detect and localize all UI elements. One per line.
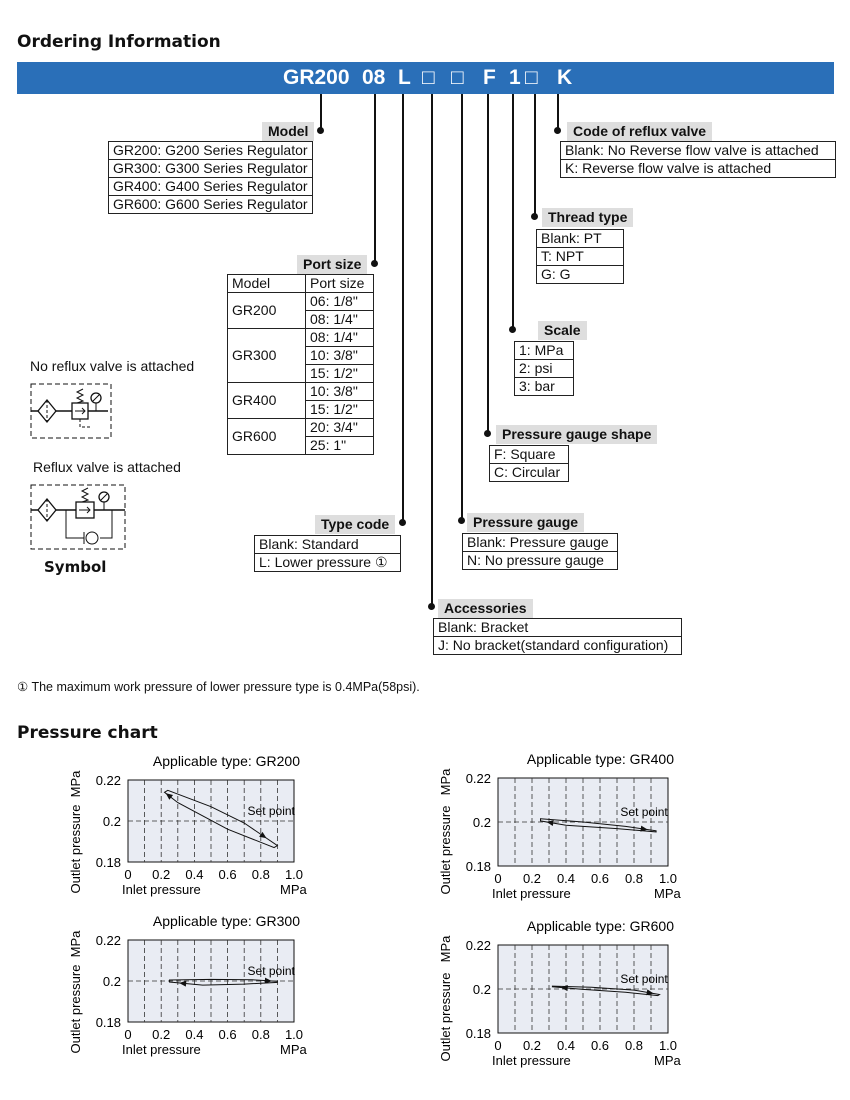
x-tick-label: 0.6: [218, 1027, 237, 1042]
x-tick-label: 0.2: [522, 871, 542, 886]
gauge-table: [462, 533, 618, 570]
x-tick-label: 0.2: [522, 1038, 542, 1053]
x-tick-label: 0.2: [152, 867, 171, 882]
code-part: □: [422, 66, 435, 89]
x-tick-label: 0.8: [251, 1027, 270, 1042]
port-size: 08: 1/4": [306, 311, 374, 329]
y-axis-unit: MPa: [438, 768, 453, 796]
x-axis-label: Inlet pressure: [122, 882, 201, 897]
x-tick-label: 1.0: [658, 871, 678, 886]
port-size-dot: [371, 260, 378, 267]
x-axis-label: Inlet pressure: [122, 1042, 201, 1057]
set-point-annotation: Set point: [620, 805, 668, 819]
thread-table: [536, 229, 624, 284]
code-part: 1: [509, 66, 521, 89]
model-label: Model: [262, 122, 314, 141]
y-tick-label: 0.2: [472, 815, 491, 830]
thread-row: G: G: [537, 266, 624, 284]
x-tick-label: 0.6: [218, 867, 237, 882]
x-tick-label: 1.0: [284, 867, 304, 882]
x-axis-unit: MPa: [280, 882, 307, 897]
x-tick-label: 1.0: [658, 1038, 678, 1053]
x-tick-label: 0.4: [185, 867, 204, 882]
port-size: 06: 1/8": [306, 293, 374, 311]
scale-row: 2: psi: [515, 360, 574, 378]
y-tick-label: 0.18: [95, 1015, 121, 1030]
y-axis-label: Outlet pressure: [68, 804, 83, 894]
port-model: GR600: [228, 419, 306, 455]
y-axis-unit: MPa: [68, 930, 83, 958]
y-axis-label: Outlet pressure: [438, 972, 453, 1062]
port-size: 10: 3/8": [306, 383, 374, 401]
gauge-label: Pressure gauge: [467, 513, 584, 532]
reflux-table: [560, 141, 836, 178]
port-header-size: Port size: [306, 275, 374, 293]
thread-label: Thread type: [542, 208, 633, 227]
x-tick-label: 0: [494, 871, 502, 886]
type-code-row: Blank: Standard: [255, 536, 401, 554]
y-tick-label: 0.18: [465, 1026, 491, 1041]
gauge-dot: [458, 517, 465, 524]
model-row: GR600: G600 Series Regulator: [109, 196, 313, 214]
model-row: GR400: G400 Series Regulator: [109, 178, 313, 196]
x-tick-label: 0.6: [590, 1038, 610, 1053]
scale-label: Scale: [538, 321, 587, 340]
type-code-dot: [399, 519, 406, 526]
scale-table: [514, 341, 574, 396]
chart-title: Applicable type: GR200: [152, 753, 300, 769]
chart-title: Applicable type: GR400: [526, 751, 674, 767]
x-tick-label: 1.0: [284, 1027, 304, 1042]
y-tick-label: 0.18: [465, 859, 491, 874]
model-table: [108, 141, 313, 214]
gauge-row: N: No pressure gauge: [463, 552, 618, 570]
y-axis-label: Outlet pressure: [68, 964, 83, 1054]
x-tick-label: 0.4: [556, 1038, 576, 1053]
y-tick-label: 0.2: [102, 974, 121, 989]
y-tick-label: 0.22: [465, 938, 491, 953]
port-header-model: Model: [228, 275, 306, 293]
reflux-row: Blank: No Reverse flow valve is attached: [561, 142, 836, 160]
accessories-row: J: No bracket(standard configuration): [434, 637, 682, 655]
code-part: 08: [362, 66, 386, 89]
ordering-heading: Ordering Information: [17, 32, 221, 52]
thread-row: Blank: PT: [537, 230, 624, 248]
x-axis-unit: MPa: [654, 1053, 681, 1068]
pressure-chart-heading: Pressure chart: [17, 723, 158, 743]
y-axis-unit: MPa: [68, 770, 83, 798]
x-tick-label: 0.6: [590, 871, 610, 886]
regulator-reflux-symbol-icon: [28, 482, 128, 554]
code-part: K: [557, 66, 573, 89]
thread-row: T: NPT: [537, 248, 624, 266]
set-point-annotation: Set point: [247, 964, 295, 978]
port-size: 15: 1/2": [306, 401, 374, 419]
code-part: GR200: [283, 66, 350, 89]
x-axis-label: Inlet pressure: [492, 886, 571, 901]
type-code-row: L: Lower pressure ①: [255, 554, 401, 572]
port-size: 10: 3/8": [306, 347, 374, 365]
gauge-shape-label: Pressure gauge shape: [496, 425, 657, 444]
code-part: F: [483, 66, 496, 89]
x-axis-unit: MPa: [654, 886, 681, 901]
code-part: L: [398, 66, 411, 89]
accessories-label: Accessories: [438, 599, 533, 618]
port-size-label: Port size: [297, 255, 367, 274]
y-tick-label: 0.22: [95, 773, 121, 788]
chart-gr400: [430, 748, 770, 908]
x-tick-label: 0.2: [152, 1027, 171, 1042]
gauge-row: Blank: Pressure gauge: [463, 534, 618, 552]
model-dot: [317, 127, 324, 134]
x-axis-label: Inlet pressure: [492, 1053, 571, 1068]
x-tick-label: 0.8: [624, 1038, 644, 1053]
x-tick-label: 0.4: [185, 1027, 204, 1042]
chart-gr200: [60, 752, 400, 902]
reflux-label: Code of reflux valve: [567, 122, 712, 141]
code-banner: [17, 62, 834, 94]
scale-row: 3: bar: [515, 378, 574, 396]
thread-dot: [531, 213, 538, 220]
y-axis-unit: MPa: [438, 935, 453, 963]
gauge-shape-dot: [484, 430, 491, 437]
type-code-label: Type code: [315, 515, 395, 534]
x-tick-label: 0.4: [556, 871, 576, 886]
model-row: GR300: G300 Series Regulator: [109, 160, 313, 178]
no-reflux-caption: No reflux valve is attached: [30, 358, 195, 374]
reflux-caption: Reflux valve is attached: [33, 459, 181, 475]
port-model: GR300: [228, 329, 306, 383]
footnote: ① The maximum work pressure of lower pressure type is 0.4MPa(58psi).: [17, 680, 420, 694]
reflux-dot: [554, 127, 561, 134]
x-tick-label: 0.8: [624, 871, 644, 886]
code-part: □: [525, 66, 538, 89]
x-tick-label: 0.8: [251, 867, 270, 882]
scale-dot: [509, 326, 516, 333]
port-size: 20: 3/4": [306, 419, 374, 437]
y-tick-label: 0.2: [102, 814, 121, 829]
chart-title: Applicable type: GR300: [152, 913, 300, 929]
code-part: □: [451, 66, 464, 89]
x-axis-unit: MPa: [280, 1042, 307, 1057]
x-tick-label: 0: [124, 1027, 132, 1042]
accessories-dot: [428, 603, 435, 610]
symbol-caption: Symbol: [44, 558, 107, 576]
regulator-symbol-icon: [28, 381, 114, 441]
port-size: 15: 1/2": [306, 365, 374, 383]
set-point-annotation: Set point: [247, 804, 295, 818]
gauge-shape-table: [489, 445, 569, 482]
port-size-table: [227, 274, 374, 455]
y-tick-label: 0.22: [465, 771, 491, 786]
y-tick-label: 0.22: [95, 933, 121, 948]
y-axis-label: Outlet pressure: [438, 805, 453, 895]
port-size: 25: 1": [306, 437, 374, 455]
chart-gr300: [60, 912, 400, 1062]
y-tick-label: 0.2: [472, 982, 491, 997]
accessories-table: [433, 618, 682, 655]
chart-gr600: [430, 915, 770, 1075]
gauge-shape-row: F: Square: [490, 446, 569, 464]
reflux-row: K: Reverse flow valve is attached: [561, 160, 836, 178]
gauge-shape-row: C: Circular: [490, 464, 569, 482]
accessories-row: Blank: Bracket: [434, 619, 682, 637]
y-tick-label: 0.18: [95, 855, 121, 870]
port-size: 08: 1/4": [306, 329, 374, 347]
set-point-annotation: Set point: [620, 972, 668, 986]
scale-row: 1: MPa: [515, 342, 574, 360]
port-model: GR400: [228, 383, 306, 419]
x-tick-label: 0: [124, 867, 132, 882]
type-code-table: [254, 535, 401, 572]
port-model: GR200: [228, 293, 306, 329]
model-row: GR200: G200 Series Regulator: [109, 142, 313, 160]
x-tick-label: 0: [494, 1038, 502, 1053]
chart-title: Applicable type: GR600: [526, 918, 674, 934]
